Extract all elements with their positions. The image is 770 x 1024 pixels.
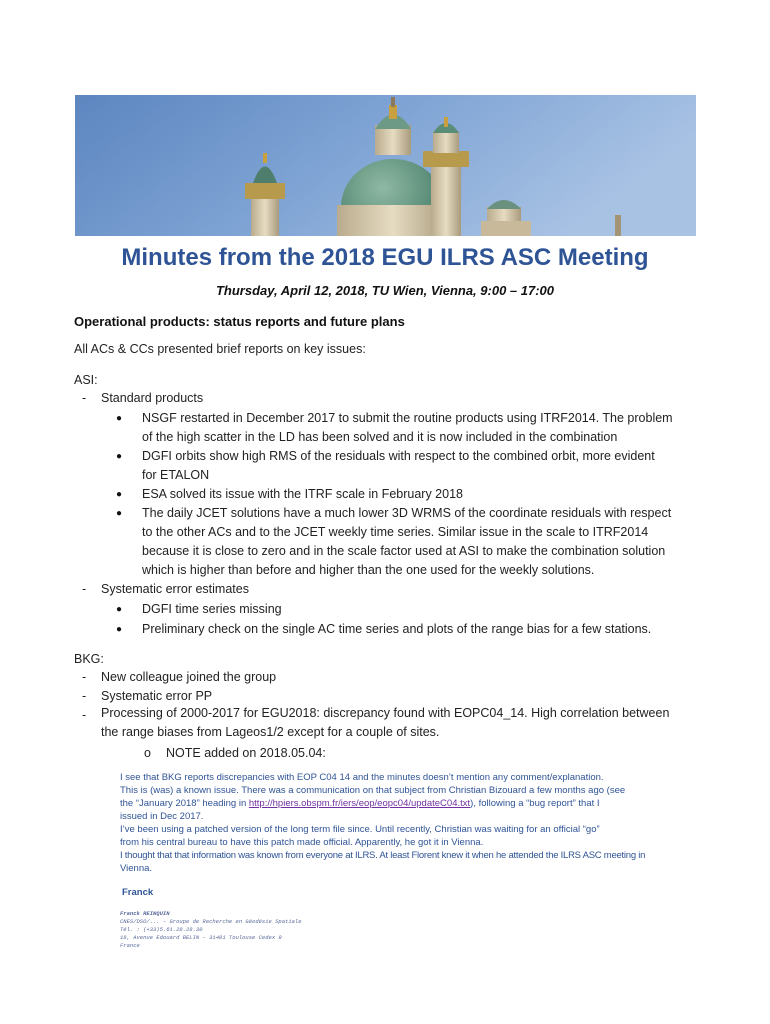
bkg-item-processing: Processing of 2000-2017 for EGU2018: discrepancy found with EOPC04_14. High correlation between the range biases from Lageos1/2 except for a couple of sites.: [101, 706, 670, 739]
dash-marker: -: [82, 708, 87, 722]
asi-bullet-preliminary-check: Preliminary check on the single AC time series and plots of the range bias for a few stations.: [142, 622, 652, 636]
asi-item-systematic-error: Systematic error estimates: [101, 582, 249, 596]
bkg-note-added: NOTE added on 2018.05.04:: [166, 746, 326, 760]
dash-marker: -: [82, 391, 87, 405]
asi-bullet-jcet: The daily JCET solutions have a much lower 3D WRMS of the coordinate residuals with respect to the other ACs and to the JCET weekly time series. Similar issue in the scale to ITRF2014 because it is close to zero and in the scale factor used at ASI to make the combination solution which is higher than before and higher than the one used for the weekly solutions.: [142, 506, 672, 577]
asi-label: ASI:: [74, 373, 98, 387]
section-heading: Operational products: status reports and future plans: [74, 314, 405, 329]
bullet-icon: ●: [116, 624, 123, 635]
email-note: I see that BKG reports discrepancies with EOP C04 14 and the minutes doesn’t mention any comment/explanation. This is (was) a known issue. There was a communication on that subject from Christian Bizouard a few months ago (see the “January 2018” heading in http://hpiers.obspm.fr/iers/eop/eopc04/updateC04.txt), following a “bug report” that I issued in Dec 2017. I’ve been using a patched version of the long term file since. Until recently, Christian was waiting for an official “go” from his central bureau to have this patch made official. Apparently, he got it in Vienna. I thought that that information was known from everyone at ILRS. At least Florent knew it when he attended the ILRS ASC meeting in Vienna.: [120, 772, 646, 874]
asi-bullet-dgfi-orbits: DGFI orbits show high RMS of the residuals with respect to the combined orbit, more evident for ETALON: [142, 449, 655, 482]
updatec04-link[interactable]: http://hpiers.obspm.fr/iers/eop/eopc04/updateC04.txt: [248, 798, 471, 809]
dash-marker: -: [82, 582, 87, 596]
asi-bullet-esa: ESA solved its issue with the ITRF scale in February 2018: [142, 487, 463, 501]
bullet-icon: ●: [116, 508, 123, 519]
header-photo: [75, 95, 696, 236]
asi-bullet-nsgf: NSGF restarted in December 2017 to submit the routine products using ITRF2014. The problem of the high scatter in the LD has been solved and it is now included in the combination: [142, 411, 673, 444]
bullet-icon: ●: [116, 489, 123, 500]
bkg-label: BKG:: [74, 652, 104, 666]
signoff-name: Franck: [122, 887, 154, 898]
bullet-icon: ●: [116, 451, 123, 462]
meeting-date-location: Thursday, April 12, 2018, TU Wien, Vienna, 9:00 – 17:00: [215, 283, 554, 298]
bullet-icon: ●: [116, 604, 123, 615]
asi-item-standard-products: Standard products: [101, 391, 204, 405]
email-signature: Franck REINQUIN CNES/DSO/... - Groupe de Recherche en Géodésie Spatiale Tél. : (+33)5.61.28.28.30 18, Avenue Edouard BELIN - 31401 Toulouse Cedex 9 France: [120, 910, 302, 949]
intro-text: All ACs & CCs presented brief reports on key issues:: [74, 342, 366, 356]
asi-bullet-dgfi-missing: DGFI time series missing: [142, 602, 282, 616]
bkg-item-systematic-error: Systematic error PP: [101, 689, 213, 703]
dash-marker: -: [82, 670, 87, 684]
dash-marker: -: [82, 689, 87, 703]
bullet-icon: ●: [116, 413, 123, 424]
circle-bullet-icon: o: [144, 746, 151, 760]
page-title: Minutes from the 2018 EGU ILRS ASC Meeting: [121, 244, 649, 271]
bkg-item-new-colleague: New colleague joined the group: [101, 670, 277, 684]
